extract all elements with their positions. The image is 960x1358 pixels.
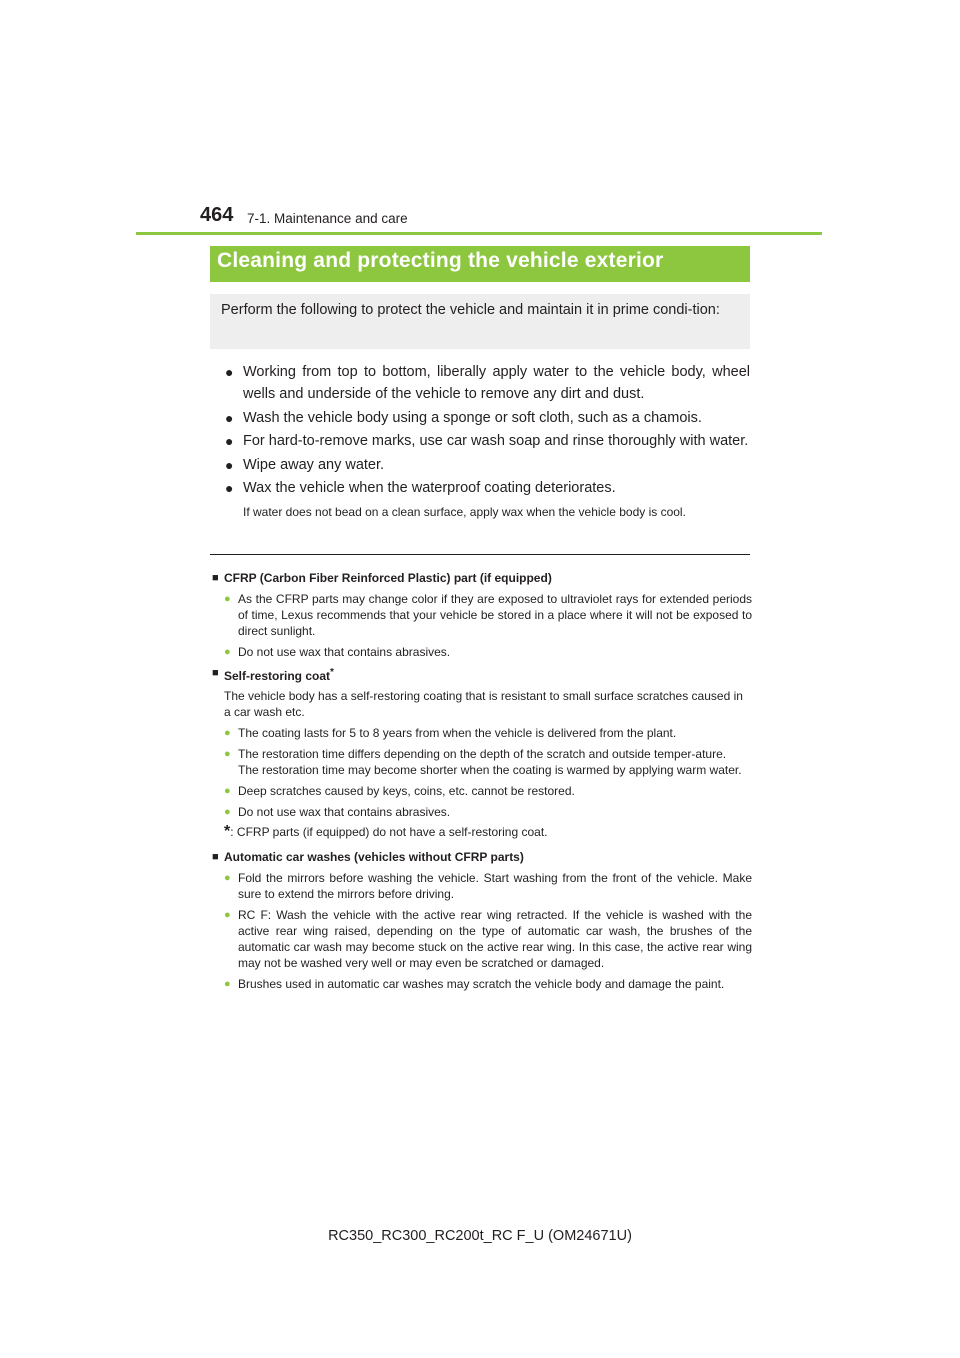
- bullet-dot-icon: ●: [225, 433, 234, 449]
- intro-box: [210, 294, 750, 349]
- bullet-dot-icon: ●: [225, 409, 234, 426]
- bullet-dot-icon: ●: [225, 364, 234, 380]
- page-header: [200, 204, 820, 234]
- asterisk-mark: *: [330, 667, 334, 678]
- intro-text: Perform the following to protect the vehicle and maintain it in prime condi-tion:: [221, 302, 720, 318]
- cfrp-item: ● As the CFRP parts may change color if they are exposed to ultraviolet rays for extended periods of time, Lexus recommends that your vehicle be stored in a place where it will not be exposed to direct sunlight.: [224, 592, 752, 638]
- section-title: 7-1. Maintenance and care: [247, 211, 408, 226]
- bullet-note: If water does not bead on a clean surface, apply wax when the vehicle body is cool.: [243, 505, 686, 519]
- car-wash-item: ● Brushes used in automatic car washes may scratch the vehicle body and damage the paint.: [224, 977, 725, 991]
- car-wash-item: ● RC F: Wash the vehicle with the active rear wing retracted. If the vehicle is washed with the active rear wing raised, depending on the type of automatic car wash, the brushes of the automatic car wash may become stuck on the active rear wing. In this case, the active rear wing may not be washed very well or may even be scratched or damaged.: [224, 908, 752, 970]
- green-dot-icon: ●: [224, 593, 231, 605]
- page-number: 464: [200, 204, 234, 226]
- self-restoring-paragraph: The vehicle body has a self-restoring coating that is resistant to small surface scratches caused in a car wash etc.: [224, 689, 743, 719]
- green-dot-icon: ●: [224, 727, 231, 739]
- header-rule: [136, 232, 822, 235]
- bullet-item: ● For hard-to-remove marks, use car wash soap and rinse thoroughly with water.: [225, 430, 750, 452]
- bullet-list: [225, 361, 750, 521]
- cfrp-heading: ■ CFRP (Carbon Fiber Reinforced Plastic) part (if equipped): [212, 571, 552, 585]
- bullet-item: ● Wax the vehicle when the waterproof coating deteriorates.: [225, 477, 750, 499]
- page-title: Cleaning and protecting the vehicle exterior: [217, 249, 664, 272]
- green-dot-icon: ●: [224, 806, 231, 818]
- info-sections: [212, 565, 752, 992]
- section-divider: [210, 554, 750, 555]
- green-dot-icon: ●: [224, 646, 231, 658]
- bullet-dot-icon: ●: [225, 456, 234, 473]
- page-footer: RC350_RC300_RC200t_RC F_U (OM24671U): [328, 1228, 632, 1244]
- self-restoring-item: ● Do not use wax that contains abrasives.: [224, 805, 451, 819]
- green-dot-icon: ●: [224, 872, 231, 884]
- car-wash-heading: ■ Automatic car washes (vehicles without CFRP parts): [212, 850, 524, 864]
- green-dot-icon: ●: [224, 748, 231, 760]
- bullet-item: ● Wipe away any water.: [225, 454, 750, 476]
- self-restoring-item: ● The restoration time differs depending on the depth of the scratch and outside temper-ature. The restoration time may become shorter when the coating is warmed by applying warm water.: [224, 747, 742, 777]
- title-bar: [210, 246, 750, 282]
- car-wash-item: ● Fold the mirrors before washing the vehicle. Start washing from the front of the vehicle. Make sure to extend the mirrors before driving.: [224, 871, 752, 901]
- bullet-item: ● Wash the vehicle body using a sponge or soft cloth, such as a chamois.: [225, 407, 750, 429]
- self-restoring-item: ● The coating lasts for 5 to 8 years from when the vehicle is delivered from the plant.: [224, 726, 677, 740]
- asterisk-mark: *: [224, 823, 231, 840]
- footnote: *: CFRP parts (if equipped) do not have a self-restoring coat.: [224, 823, 548, 840]
- square-bullet-icon: ■: [212, 667, 219, 679]
- green-dot-icon: ●: [224, 978, 231, 990]
- bullet-item: ● Working from top to bottom, liberally apply water to the vehicle body, wheel wells and underside of the vehicle to remove any dirt and dust.: [225, 361, 750, 405]
- square-bullet-icon: ■: [212, 851, 219, 863]
- green-dot-icon: ●: [224, 785, 231, 797]
- cfrp-item: ● Do not use wax that contains abrasives.: [224, 645, 451, 659]
- green-dot-icon: ●: [224, 909, 231, 921]
- bullet-dot-icon: ●: [225, 480, 234, 496]
- self-restoring-heading: ■ Self-restoring coat*: [212, 667, 334, 683]
- square-bullet-icon: ■: [212, 572, 219, 584]
- self-restoring-item: ● Deep scratches caused by keys, coins, etc. cannot be restored.: [224, 784, 575, 798]
